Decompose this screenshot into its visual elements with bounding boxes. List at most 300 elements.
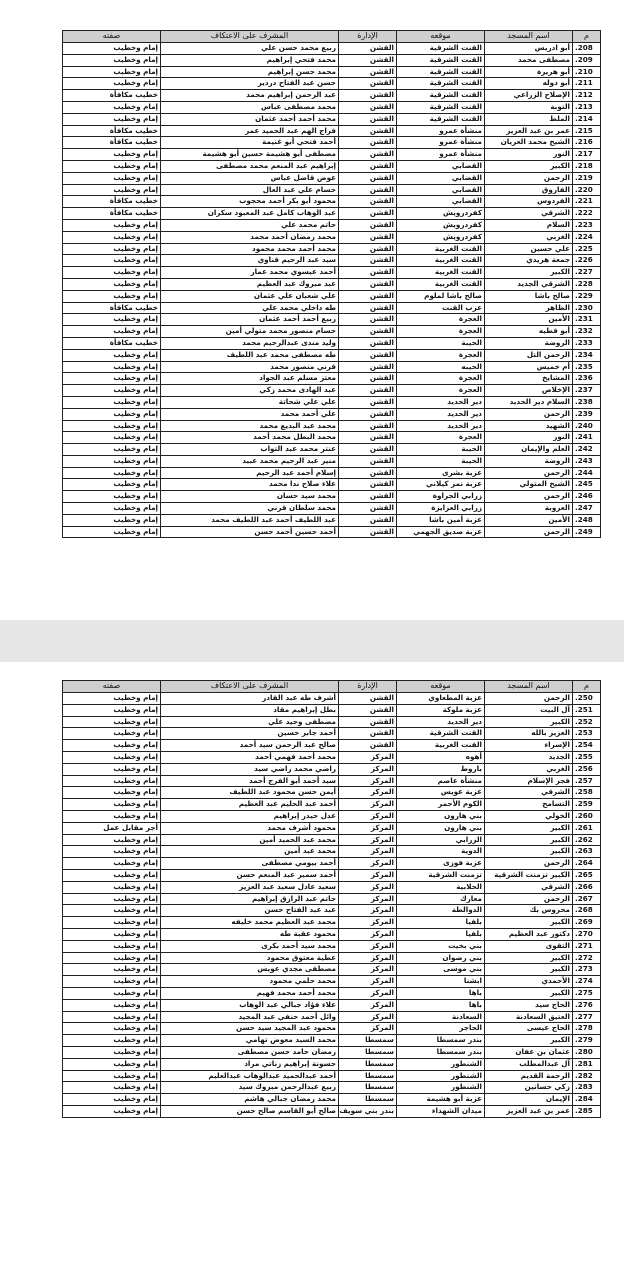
table-row [63,704,601,716]
cell-location: القنت الشرقية [397,78,485,90]
cell-mosque-name: الإيمان [485,1094,573,1106]
cell-number: 209. [573,54,601,66]
cell-mosque-name: الحاج عيسى [485,1023,573,1035]
cell-location: القنت الغربية [397,278,485,290]
table-row [63,149,601,161]
cell-role: إمام وخطيب [63,1070,161,1082]
cell-mosque-name: الأمين [485,314,573,326]
table-row [63,137,601,149]
table-row [63,479,601,491]
cell-location: دير الحديد [397,396,485,408]
cell-administration: القشن [339,137,397,149]
cell-role: إمام وخطيب [63,373,161,385]
cell-role: إمام وخطيب [63,408,161,420]
cell-mosque-name: الكبير [485,267,573,279]
cell-role: إمام وخطيب [63,385,161,397]
cell-mosque-name: العتيق السعادنة [485,1011,573,1023]
cell-role: إمام وخطيب [63,1094,161,1106]
cell-number: 220. [573,184,601,196]
header-supervisor: المشرف على الاعتكاف [161,31,339,43]
cell-role: إمام وخطيب [63,172,161,184]
cell-mosque-name: الملط [485,113,573,125]
cell-mosque-name: محروس بك [485,905,573,917]
cell-administration: المركز [339,787,397,799]
cell-role: إمام وخطيب [63,1035,161,1047]
cell-number: 212. [573,90,601,102]
cell-location: الحلابية [397,881,485,893]
table-row [63,326,601,338]
cell-role: إمام وخطيب [63,1023,161,1035]
table-row [63,799,601,811]
header-mosque-name: اسم المسجد [485,681,573,693]
cell-role: إمام وخطيب [63,846,161,858]
cell-administration: القشن [339,219,397,231]
table-row [63,775,601,787]
table-row [63,278,601,290]
cell-number: 210. [573,66,601,78]
cell-role: إمام وخطيب [63,160,161,172]
cell-location: الشنطور [397,1070,485,1082]
cell-supervisor: عنتر محمد عبد التواب [161,444,339,456]
table-header-row [63,681,601,693]
table-row [63,420,601,432]
cell-administration: المركز [339,917,397,929]
cell-role: إمام وخطيب [63,479,161,491]
cell-supervisor: محمد أحمد محمد فهيم [161,987,339,999]
cell-administration: المركز [339,999,397,1011]
cell-location: القضابي [397,196,485,208]
cell-administration: القشن [339,455,397,467]
cell-administration: القشن [339,196,397,208]
cell-mosque-name: الرحمن [485,408,573,420]
cell-mosque-name: الكبير [485,1035,573,1047]
cell-mosque-name: العزيز بالله [485,728,573,740]
cell-number: 227. [573,267,601,279]
table-body-1 [63,43,601,538]
cell-mosque-name: الإخلاص [485,385,573,397]
cell-role: إمام وخطيب [63,231,161,243]
cell-number: 234. [573,349,601,361]
cell-location: القنت الشرقية [397,728,485,740]
cell-number: 258. [573,787,601,799]
cell-mosque-name: الكبير [485,917,573,929]
table-row [63,893,601,905]
cell-administration: المركز [339,822,397,834]
cell-role: إمام وخطيب [63,775,161,787]
table-row [63,858,601,870]
cell-role: إمام وخطيب [63,1011,161,1023]
cell-role: إمام وخطيب [63,326,161,338]
cell-administration: المركز [339,905,397,917]
cell-mosque-name: أبو دوله [485,78,573,90]
cell-administration: المركز [339,751,397,763]
table-row [63,917,601,929]
cell-mosque-name: الكبير [485,822,573,834]
cell-supervisor: أحمد عبدالحميد عبدالوهاب عبدالعليم [161,1070,339,1082]
cell-number: 231. [573,314,601,326]
cell-number: 233. [573,337,601,349]
cell-number: 248. [573,514,601,526]
cell-location: القنت الغربية [397,243,485,255]
cell-supervisor: علاء صلاح ندا محمد [161,479,339,491]
cell-role: إمام وخطيب [63,787,161,799]
cell-number: 223. [573,219,601,231]
table-row [63,1082,601,1094]
document-page-2 [0,662,624,1280]
cell-location: عزبة عويس [397,787,485,799]
cell-supervisor: محمد سلطان قرني [161,503,339,515]
table-row [63,822,601,834]
cell-administration: المركز [339,964,397,976]
table-row [63,1105,601,1117]
cell-mosque-name: الشرقي الجديد [485,278,573,290]
cell-supervisor: ربيع عبدالرحمن مبروك سيد [161,1082,339,1094]
cell-role: إمام وخطيب [63,917,161,929]
cell-location: العجرة [397,349,485,361]
cell-role: إمام وخطيب [63,928,161,940]
cell-supervisor: حاتم عبد الرازق إبراهيم [161,893,339,905]
cell-supervisor: سيد عبد الرحيم قناوي [161,255,339,267]
cell-mosque-name: الأمين [485,514,573,526]
cell-supervisor: بطل إبراهيم مقاد [161,704,339,716]
cell-supervisor: عبد عبد الفتاح حسن [161,905,339,917]
cell-mosque-name: التسامح [485,799,573,811]
cell-location: بني هارون [397,810,485,822]
cell-number: 208. [573,43,601,55]
cell-administration: سمسطا [339,1094,397,1106]
cell-administration: القشن [339,408,397,420]
cell-location: بندر سمسطا [397,1046,485,1058]
cell-role: إمام وخطيب [63,526,161,538]
table-body-2 [63,693,601,1118]
cell-number: 235. [573,361,601,373]
cell-supervisor: ربيع محمد حسن علي [161,43,339,55]
cell-administration: القشن [339,314,397,326]
cell-location: باروط [397,763,485,775]
cell-supervisor: علي شعبان علي عثمان [161,290,339,302]
cell-location: منشأة عمرو [397,149,485,161]
header-mosque-name: اسم المسجد [485,31,573,43]
cell-number: 282. [573,1070,601,1082]
cell-number: 214. [573,113,601,125]
cell-mosque-name: الظاهر [485,302,573,314]
cell-supervisor: محمد أحمد أحمد عثمان [161,113,339,125]
cell-role: خطيب مكافأة [63,137,161,149]
cell-supervisor: أيمن حسن محمود عبد اللطيف [161,787,339,799]
cell-administration: القشن [339,361,397,373]
cell-role: إمام وخطيب [63,267,161,279]
cell-role: إمام وخطيب [63,1082,161,1094]
cell-administration: المركز [339,893,397,905]
cell-mosque-name: الرحمن [485,467,573,479]
cell-administration: القشن [339,278,397,290]
cell-role: إمام وخطيب [63,514,161,526]
cell-location: عزبة نمر كيلاني [397,479,485,491]
cell-location: الدوالطة [397,905,485,917]
table-row [63,385,601,397]
cell-location: الزرابي [397,834,485,846]
cell-supervisor: مصطفى وحيد علي [161,716,339,728]
cell-number: 281. [573,1058,601,1070]
cell-administration: القشن [339,326,397,338]
cell-supervisor: سيد أحمد أبو الفرج أحمد [161,775,339,787]
cell-number: 215. [573,125,601,137]
cell-administration: المركز [339,858,397,870]
cell-mosque-name: الخولي [485,810,573,822]
table-row [63,964,601,976]
cell-mosque-name: السلام دير الحديد [485,396,573,408]
cell-role: إمام وخطيب [63,113,161,125]
cell-location: القنت الغربية [397,740,485,752]
cell-location: بني موسى [397,964,485,976]
cell-number: 226. [573,255,601,267]
cell-administration: القشن [339,184,397,196]
cell-supervisor: قرني منصور محمد [161,361,339,373]
header-administration: الإدارة [339,681,397,693]
table-row [63,66,601,78]
cell-administration: القشن [339,78,397,90]
table-row [63,1094,601,1106]
cell-location: القنت الشرقية [397,113,485,125]
cell-supervisor: محمد رمضان جبالي هاشم [161,1094,339,1106]
cell-location: الحاجر [397,1023,485,1035]
cell-location: عزبة المطعاوي [397,693,485,705]
cell-supervisor: سعيد عادل سعيد عبد العزيز [161,881,339,893]
cell-supervisor: عطية معتوق محمود [161,952,339,964]
table-row [63,408,601,420]
cell-administration: القشن [339,349,397,361]
cell-number: 219. [573,172,601,184]
cell-role: إمام وخطيب [63,444,161,456]
cell-supervisor: علاء فؤاد جبالي عبد الوهاب [161,999,339,1011]
table-row [63,787,601,799]
cell-administration: القشن [339,444,397,456]
cell-mosque-name: الشهيد [485,420,573,432]
table-header-row [63,31,601,43]
page-gap [0,620,624,662]
table-row [63,503,601,515]
cell-location: عزبة صديق الجهمي [397,526,485,538]
cell-location: العجرة [397,373,485,385]
cell-number: 245. [573,479,601,491]
cell-number: 265. [573,869,601,881]
table-row [63,455,601,467]
cell-administration: القشن [339,373,397,385]
cell-mosque-name: الروضة [485,455,573,467]
cell-mosque-name: الشرقي [485,787,573,799]
cell-administration: المركز [339,928,397,940]
cell-mosque-name: التوبة [485,101,573,113]
cell-location: بلفيا [397,928,485,940]
cell-mosque-name: عمر بن عبد العزيز [485,1105,573,1117]
cell-supervisor: أحمد حسين أحمد حسن [161,526,339,538]
cell-number: 232. [573,326,601,338]
cell-administration: القشن [339,514,397,526]
cell-supervisor: محمود عبد المجيد سيد حسن [161,1023,339,1035]
cell-number: 216. [573,137,601,149]
header-number: م [573,31,601,43]
cell-location: باها [397,999,485,1011]
table-row [63,113,601,125]
cell-supervisor: محمد أحمد محمد محمود [161,243,339,255]
cell-supervisor: محمود عقبة طه [161,928,339,940]
cell-supervisor: علي أحمد محمد [161,408,339,420]
cell-mosque-name: أبو هريرة [485,66,573,78]
cell-number: 279. [573,1035,601,1047]
cell-number: 259. [573,799,601,811]
cell-supervisor: حاتم محمد علي [161,219,339,231]
table-row [63,432,601,444]
cell-location: كفردرويش [397,219,485,231]
cell-supervisor: أحمد عيسوي محمد عمار [161,267,339,279]
cell-role: خطيب مكافأة [63,302,161,314]
cell-number: 250. [573,693,601,705]
table-row [63,976,601,988]
cell-administration: المركز [339,869,397,881]
cell-supervisor: محمد البطل محمد أحمد [161,432,339,444]
cell-supervisor: ربيع أحمد أحمد عثمان [161,314,339,326]
cell-mosque-name: الرحمة القديم [485,1070,573,1082]
cell-number: 213. [573,101,601,113]
cell-supervisor: عبد مبروك عبد العظيم [161,278,339,290]
table-row [63,43,601,55]
cell-role: إمام وخطيب [63,999,161,1011]
cell-location: الشنطور [397,1082,485,1094]
cell-number: 218. [573,160,601,172]
cell-administration: القشن [339,337,397,349]
cell-number: 273. [573,964,601,976]
cell-role: إمام وخطيب [63,869,161,881]
table-row [63,987,601,999]
cell-location: القنت الغربية [397,255,485,267]
table-row [63,952,601,964]
cell-role: إمام وخطيب [63,940,161,952]
cell-administration: القشن [339,66,397,78]
cell-administration: المركز [339,987,397,999]
table-row [63,184,601,196]
cell-location: الشنطور [397,1058,485,1070]
cell-role: إمام وخطيب [63,278,161,290]
table-row [63,999,601,1011]
cell-administration: المركز [339,763,397,775]
cell-location: كفردرويش [397,231,485,243]
cell-number: 251. [573,704,601,716]
cell-role: إمام وخطيب [63,893,161,905]
cell-location: كفردرويش [397,208,485,220]
cell-administration: سمسطا [339,1082,397,1094]
cell-supervisor: منير عبد الرحيم محمد عبيد [161,455,339,467]
cell-location: عزبة أبو هشيمة [397,1094,485,1106]
table-row [63,302,601,314]
cell-mosque-name: الحاج سيد [485,999,573,1011]
cell-location: معارك [397,893,485,905]
cell-location: ميدان الشهداء [397,1105,485,1117]
cell-supervisor: صالح أبو القاسم صالح حسن [161,1105,339,1117]
cell-location: العجرة [397,314,485,326]
cell-number: 246. [573,491,601,503]
cell-number: 261. [573,822,601,834]
cell-number: 249. [573,526,601,538]
table-row [63,101,601,113]
cell-mosque-name: الرحمن [485,893,573,905]
cell-administration: القشن [339,693,397,705]
cell-supervisor: وائل أحمد حنفي عبد المجيد [161,1011,339,1023]
cell-supervisor: حسونة إبراهيم زناتي مراد [161,1058,339,1070]
cell-supervisor: علي علي شحاتة [161,396,339,408]
cell-administration: القشن [339,113,397,125]
table-row [63,526,601,538]
table-row [63,196,601,208]
cell-mosque-name: أبو ادريس [485,43,573,55]
cell-number: 263. [573,846,601,858]
cell-administration: المركز [339,940,397,952]
table-row [63,361,601,373]
cell-mosque-name: الإسراء [485,740,573,752]
cell-administration: القشن [339,90,397,102]
cell-number: 262. [573,834,601,846]
cell-location: العجرة [397,385,485,397]
cell-supervisor: فراج الهم عبد الحميد عمر [161,125,339,137]
cell-mosque-name: الشيخ محمد العريان [485,137,573,149]
cell-role: إمام وخطيب [63,716,161,728]
cell-role: أجر مقابل عمل [63,822,161,834]
cell-mosque-name: الإصلاح الزراعي [485,90,573,102]
cell-location: عزبة أمين باشا [397,514,485,526]
document-page-1 [0,0,624,620]
cell-location: الكوم الأحمر [397,799,485,811]
cell-location: دير الحديد [397,716,485,728]
cell-mosque-name: الكبير [485,952,573,964]
table-row [63,869,601,881]
mosque-supervisors-table-2 [62,680,601,1118]
cell-administration: القشن [339,149,397,161]
cell-supervisor: أحمد فتحي أبو غنيمة [161,137,339,149]
cell-role: إمام وخطيب [63,834,161,846]
cell-location: بلفيا [397,917,485,929]
cell-administration: المركز [339,881,397,893]
cell-mosque-name: عثمان بن عفان [485,1046,573,1058]
cell-supervisor: عدل حيدر إبراهيم [161,810,339,822]
table-row [63,444,601,456]
mosque-supervisors-table-1 [62,30,601,538]
cell-role: خطيب مكافأة [63,337,161,349]
cell-location: الحيبة [397,444,485,456]
cell-supervisor: أحمد سمير عبد المنعم حسن [161,869,339,881]
cell-role: إمام وخطيب [63,491,161,503]
cell-location: بني هارون [397,822,485,834]
cell-supervisor: إسلام أحمد عبد الرحيم [161,467,339,479]
cell-location: بني رضوان [397,952,485,964]
cell-location: القضابي [397,184,485,196]
header-administration: الإدارة [339,31,397,43]
cell-mosque-name: مصطفى محمد [485,54,573,66]
cell-number: 211. [573,78,601,90]
cell-supervisor: محمد حلمي محمود [161,976,339,988]
cell-number: 276. [573,999,601,1011]
cell-mosque-name: الرحمن [485,491,573,503]
table-row [63,208,601,220]
cell-supervisor: عبد الوهاب كامل عبد المعبود سكران [161,208,339,220]
cell-location: السعادنة [397,1011,485,1023]
cell-supervisor: محمود أشرف محمد [161,822,339,834]
cell-supervisor: محمد السيد معوض تهامي [161,1035,339,1047]
cell-administration: القشن [339,420,397,432]
cell-number: 284. [573,1094,601,1106]
cell-location: العجرة [397,432,485,444]
cell-supervisor: محمد مصطفى عباس [161,101,339,113]
header-location: موقعه [397,681,485,693]
cell-supervisor: عبد اللطيف أحمد عبد اللطيف محمد [161,514,339,526]
